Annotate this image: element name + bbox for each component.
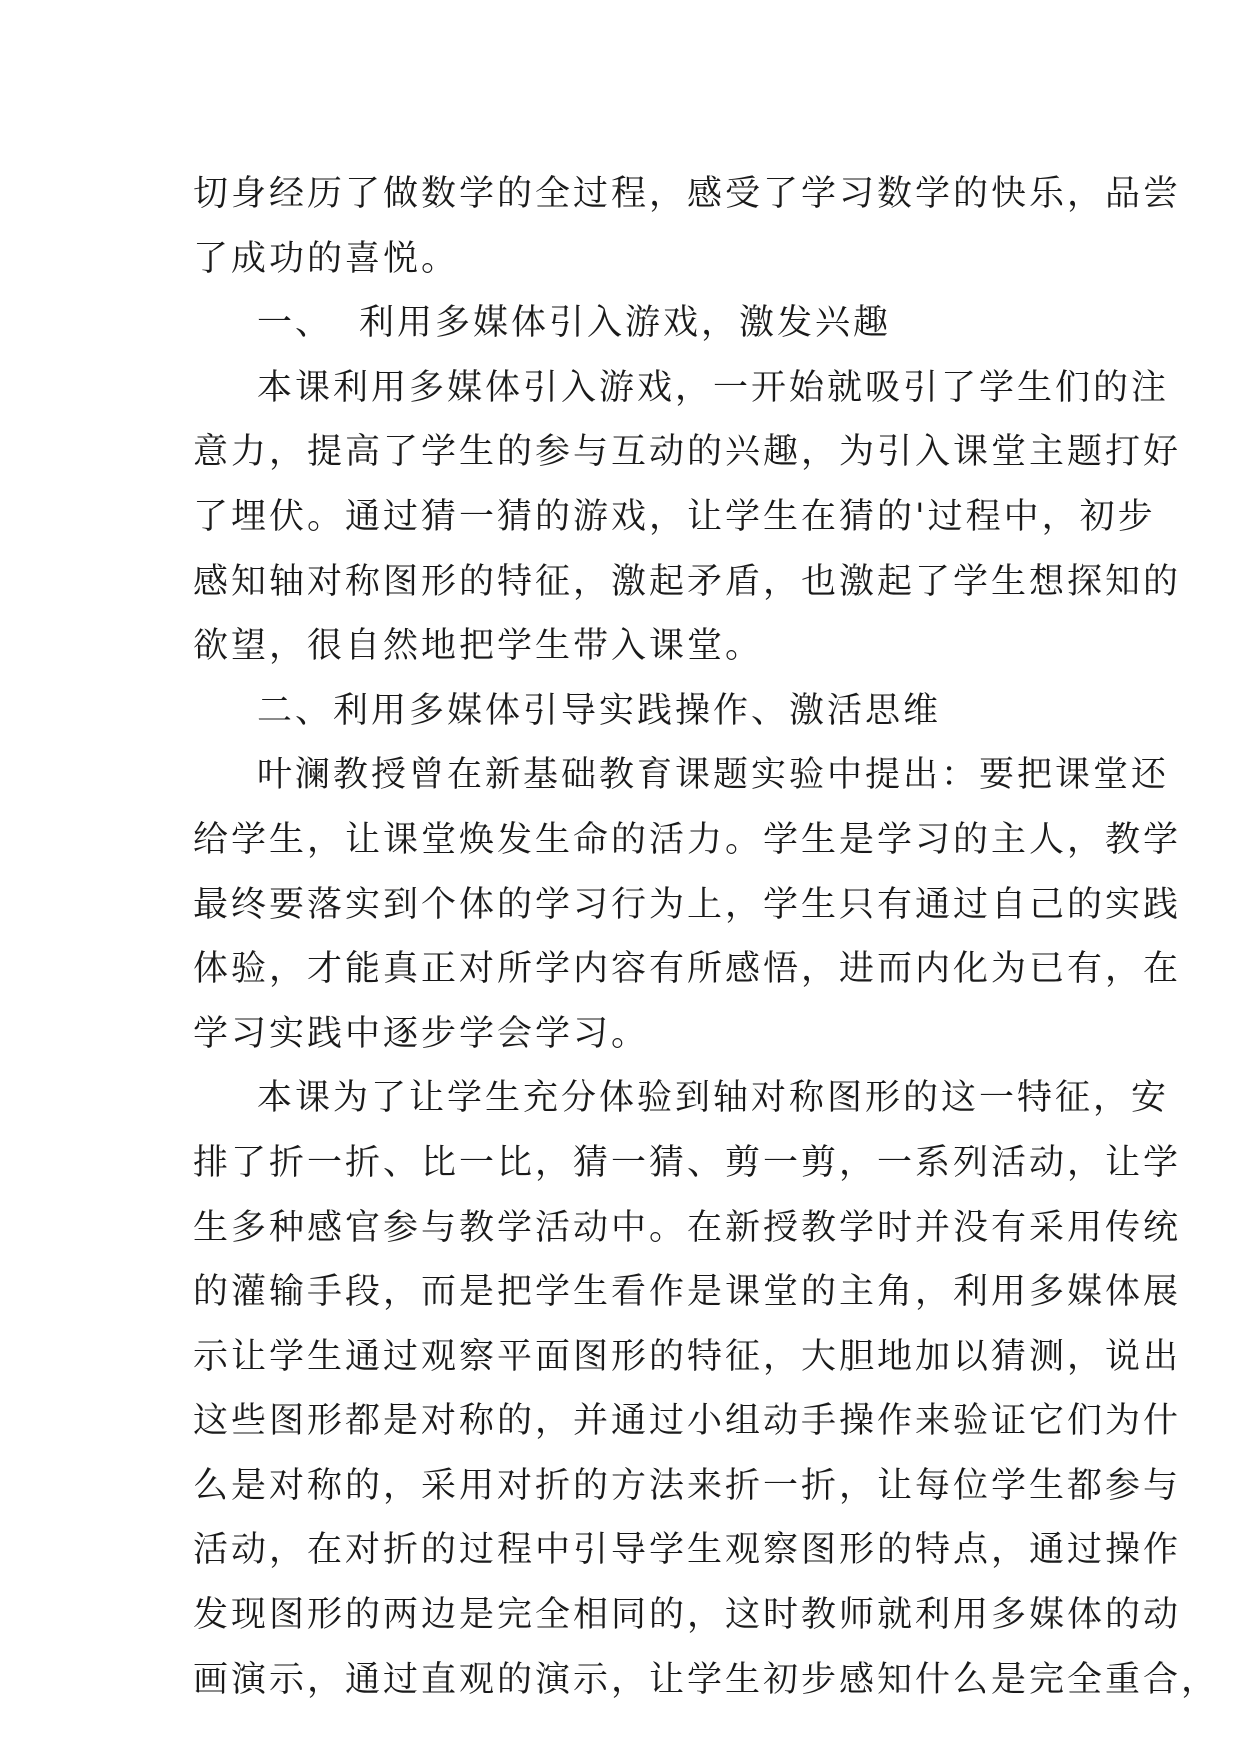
text-line: 切身经历了做数学的全过程，感受了学习数学的快乐，品尝 — [193, 174, 1182, 214]
text-line: 么是对称的，采用对折的方法来折一折，让每位学生都参与 — [193, 1465, 1182, 1506]
text-line: 学习实践中逐步学会学习。 — [193, 1013, 650, 1054]
text-line: 意力，提高了学生的参与互动的兴趣，为引入课堂主题打好 — [193, 432, 1182, 473]
text-line: 给学生，让课堂焕发生命的活力。学生是学习的主人，教学 — [193, 819, 1182, 860]
text-line: 活动，在对折的过程中引导学生观察图形的特点，通过操作 — [193, 1530, 1182, 1571]
text-line: 排了折一折、比一比，猜一猜、剪一剪，一系列活动，让学 — [193, 1142, 1182, 1183]
heading-number: 一、 — [257, 303, 334, 344]
text-line: 发现图形的两边是完全相同的，这时教师就利用多媒体的动 — [193, 1595, 1182, 1636]
text-line: 了埋伏。通过猜一猜的游戏，让学生在猜的'过程中，初步 — [193, 496, 1156, 537]
heading-title: 利用多媒体引入游戏，激发兴趣 — [359, 303, 892, 344]
text-line: 最终要落实到个体的学习行为上，学生只有通过自己的实践 — [193, 884, 1182, 925]
section-heading-1 — [193, 291, 1051, 356]
document-page — [193, 162, 1220, 1712]
text-line: 生多种感官参与教学活动中。在新授教学时并没有采用传统 — [193, 1207, 1182, 1248]
section-heading-2: 二、利用多媒体引导实践操作、激活思维 — [257, 690, 942, 731]
text-line: 感知轴对称图形的特征，激起矛盾，也激起了学生想探知的 — [193, 561, 1182, 602]
text-line: 了成功的喜悦。 — [193, 238, 460, 279]
text-line: 画演示，通过直观的演示，让学生初步感知什么是完全重合， — [193, 1659, 1220, 1700]
text-line: 本课利用多媒体引入游戏，一开始就吸引了学生们的注 — [257, 367, 1170, 408]
text-line: 示让学生通过观察平面图形的特征，大胆地加以猜测，说出 — [193, 1336, 1182, 1377]
text-line: 叶澜教授曾在新基础教育课题实验中提出：要把课堂还 — [257, 755, 1170, 796]
text-line: 这些图形都是对称的，并通过小组动手操作来验证它们为什 — [193, 1401, 1182, 1442]
text-line: 欲望，很自然地把学生带入课堂。 — [193, 626, 764, 667]
text-line: 体验，才能真正对所学内容有所感悟，进而内化为已有，在 — [193, 949, 1182, 990]
text-line: 本课为了让学生充分体验到轴对称图形的这一特征，安 — [257, 1078, 1170, 1119]
text-line: 的灌输手段，而是把学生看作是课堂的主角，利用多媒体展 — [193, 1272, 1182, 1313]
